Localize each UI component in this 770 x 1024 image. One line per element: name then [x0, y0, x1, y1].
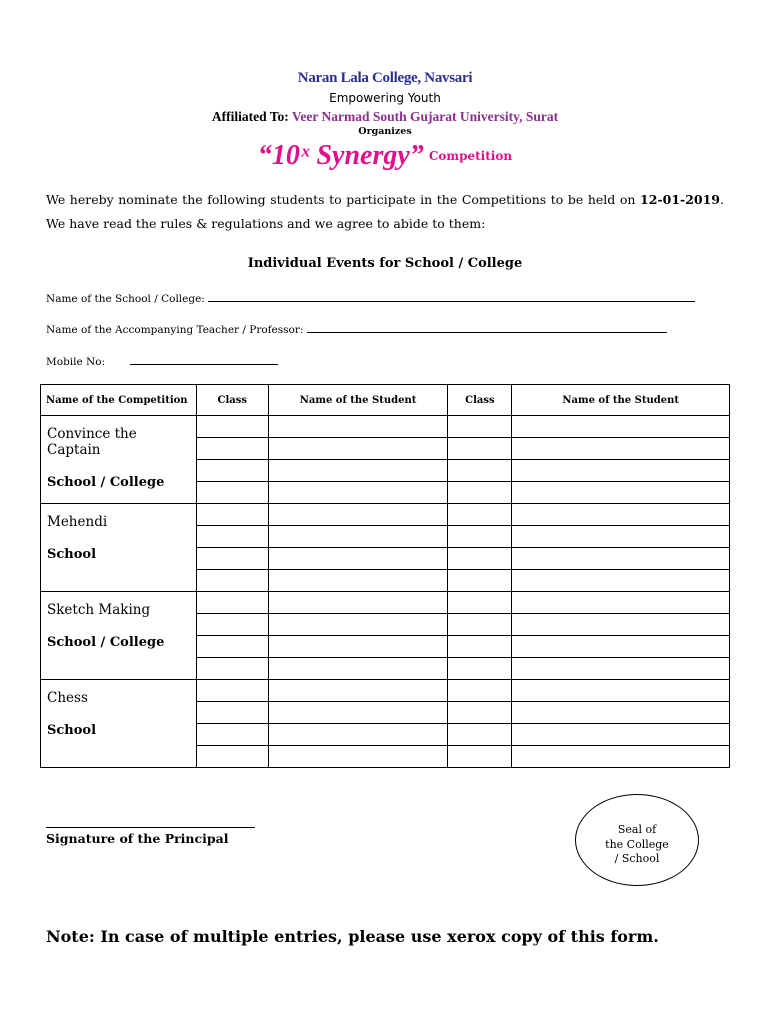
class-cell[interactable] — [196, 680, 268, 702]
class-cell[interactable] — [448, 746, 512, 768]
class-cell[interactable] — [196, 416, 268, 438]
student-cell[interactable] — [512, 614, 730, 636]
class-cell[interactable] — [448, 592, 512, 614]
student-cell[interactable] — [268, 702, 448, 724]
student-cell[interactable] — [512, 724, 730, 746]
competition-name: Convince the Captain — [47, 426, 137, 458]
events-heading: Individual Events for School / College — [247, 256, 523, 271]
class-cell[interactable] — [448, 482, 512, 504]
header-class-2: Class — [448, 385, 512, 416]
mobile-field — [46, 354, 278, 368]
teacher-input-line[interactable] — [307, 322, 667, 333]
student-cell[interactable] — [512, 702, 730, 724]
student-cell[interactable] — [512, 526, 730, 548]
event-date: 12-01-2019 — [640, 192, 721, 207]
seal-line-1: Seal of — [617, 823, 657, 836]
nomination-table — [40, 384, 730, 768]
seal-text — [575, 823, 699, 867]
student-cell[interactable] — [512, 636, 730, 658]
school-field — [46, 291, 695, 305]
class-cell[interactable] — [196, 658, 268, 680]
school-label: Name of the School / College: — [46, 293, 205, 305]
intro-rest: . We have read the rules & regulations and we agree to abide to them: — [46, 192, 724, 231]
signature-line[interactable] — [46, 827, 255, 828]
competition-cell — [41, 416, 197, 504]
header-class-1: Class — [196, 385, 268, 416]
class-cell[interactable] — [196, 724, 268, 746]
table-row — [41, 416, 730, 438]
student-cell[interactable] — [512, 658, 730, 680]
seal-line-2: the College — [605, 837, 669, 851]
table-header-row — [41, 385, 730, 416]
student-cell[interactable] — [512, 482, 730, 504]
class-cell[interactable] — [448, 680, 512, 702]
class-cell[interactable] — [196, 438, 268, 460]
class-cell[interactable] — [448, 548, 512, 570]
student-cell[interactable] — [268, 482, 448, 504]
student-cell[interactable] — [512, 746, 730, 768]
competition-word: Competition — [428, 149, 513, 163]
intro-text: We hereby nominate the following students to participate in the Competitions to be held on — [46, 192, 636, 207]
header-competition: Name of the Competition — [41, 385, 197, 416]
class-cell[interactable] — [448, 614, 512, 636]
student-cell[interactable] — [268, 746, 448, 768]
student-cell[interactable] — [512, 592, 730, 614]
class-cell[interactable] — [196, 570, 268, 592]
competition-category: School / College — [47, 475, 165, 490]
school-input-line[interactable] — [208, 291, 695, 302]
class-cell[interactable] — [448, 702, 512, 724]
student-cell[interactable] — [512, 548, 730, 570]
affiliation-prefix: Affiliated To: — [211, 109, 289, 124]
class-cell[interactable] — [196, 746, 268, 768]
student-cell[interactable] — [268, 526, 448, 548]
class-cell[interactable] — [448, 526, 512, 548]
teacher-label: Name of the Accompanying Teacher / Professor: — [46, 324, 304, 336]
class-cell[interactable] — [448, 504, 512, 526]
class-cell[interactable] — [448, 570, 512, 592]
student-cell[interactable] — [268, 548, 448, 570]
competition-category: School / College — [47, 635, 165, 650]
event-title — [0, 140, 770, 172]
student-cell[interactable] — [512, 416, 730, 438]
mobile-label: Mobile No: — [46, 356, 106, 368]
student-cell[interactable] — [268, 504, 448, 526]
student-cell[interactable] — [268, 636, 448, 658]
class-cell[interactable] — [196, 614, 268, 636]
class-cell[interactable] — [196, 504, 268, 526]
competition-name: Mehendi — [47, 514, 108, 530]
teacher-field — [46, 322, 667, 336]
header-student-2: Name of the Student — [512, 385, 730, 416]
note: Note: In case of multiple entries, please use xerox copy of this form. — [46, 927, 659, 946]
college-name: Naran Lala College, Navsari — [297, 70, 473, 86]
table-row — [41, 592, 730, 614]
signature-label: Signature of the Principal — [46, 831, 229, 846]
student-cell[interactable] — [512, 460, 730, 482]
competition-name: Chess — [47, 690, 88, 706]
class-cell[interactable] — [448, 636, 512, 658]
table-row — [41, 504, 730, 526]
student-cell[interactable] — [268, 724, 448, 746]
class-cell[interactable] — [196, 526, 268, 548]
table-row — [41, 680, 730, 702]
class-cell[interactable] — [196, 548, 268, 570]
class-cell[interactable] — [196, 592, 268, 614]
header-student-1: Name of the Student — [268, 385, 448, 416]
mobile-input-line[interactable] — [130, 354, 278, 365]
class-cell[interactable] — [448, 460, 512, 482]
student-cell[interactable] — [268, 592, 448, 614]
class-cell[interactable] — [196, 636, 268, 658]
class-cell[interactable] — [448, 438, 512, 460]
student-cell[interactable] — [512, 438, 730, 460]
class-cell[interactable] — [196, 702, 268, 724]
university-name: Veer Narmad South Gujarat University, Surat — [291, 109, 559, 124]
intro-paragraph — [46, 188, 724, 236]
competition-cell — [41, 592, 197, 680]
class-cell[interactable] — [196, 460, 268, 482]
seal-line-3: / School — [614, 852, 660, 865]
competition-cell — [41, 680, 197, 768]
student-cell[interactable] — [268, 680, 448, 702]
competition-category: School — [47, 723, 97, 738]
student-cell[interactable] — [268, 416, 448, 438]
student-cell[interactable] — [512, 504, 730, 526]
tagline: Empowering Youth — [329, 91, 441, 105]
competition-name: Sketch Making — [47, 602, 151, 618]
class-cell[interactable] — [448, 658, 512, 680]
student-cell[interactable] — [268, 460, 448, 482]
student-cell[interactable] — [268, 438, 448, 460]
organizes-label: Organizes — [358, 126, 412, 137]
student-cell[interactable] — [512, 680, 730, 702]
competition-cell — [41, 504, 197, 592]
class-cell[interactable] — [448, 416, 512, 438]
competition-category: School — [47, 547, 97, 562]
affiliation — [0, 109, 770, 125]
class-cell[interactable] — [196, 482, 268, 504]
event-name: “10ˣ Synergy” — [257, 140, 424, 171]
student-cell[interactable] — [268, 570, 448, 592]
class-cell[interactable] — [448, 724, 512, 746]
student-cell[interactable] — [512, 570, 730, 592]
student-cell[interactable] — [268, 614, 448, 636]
student-cell[interactable] — [268, 658, 448, 680]
